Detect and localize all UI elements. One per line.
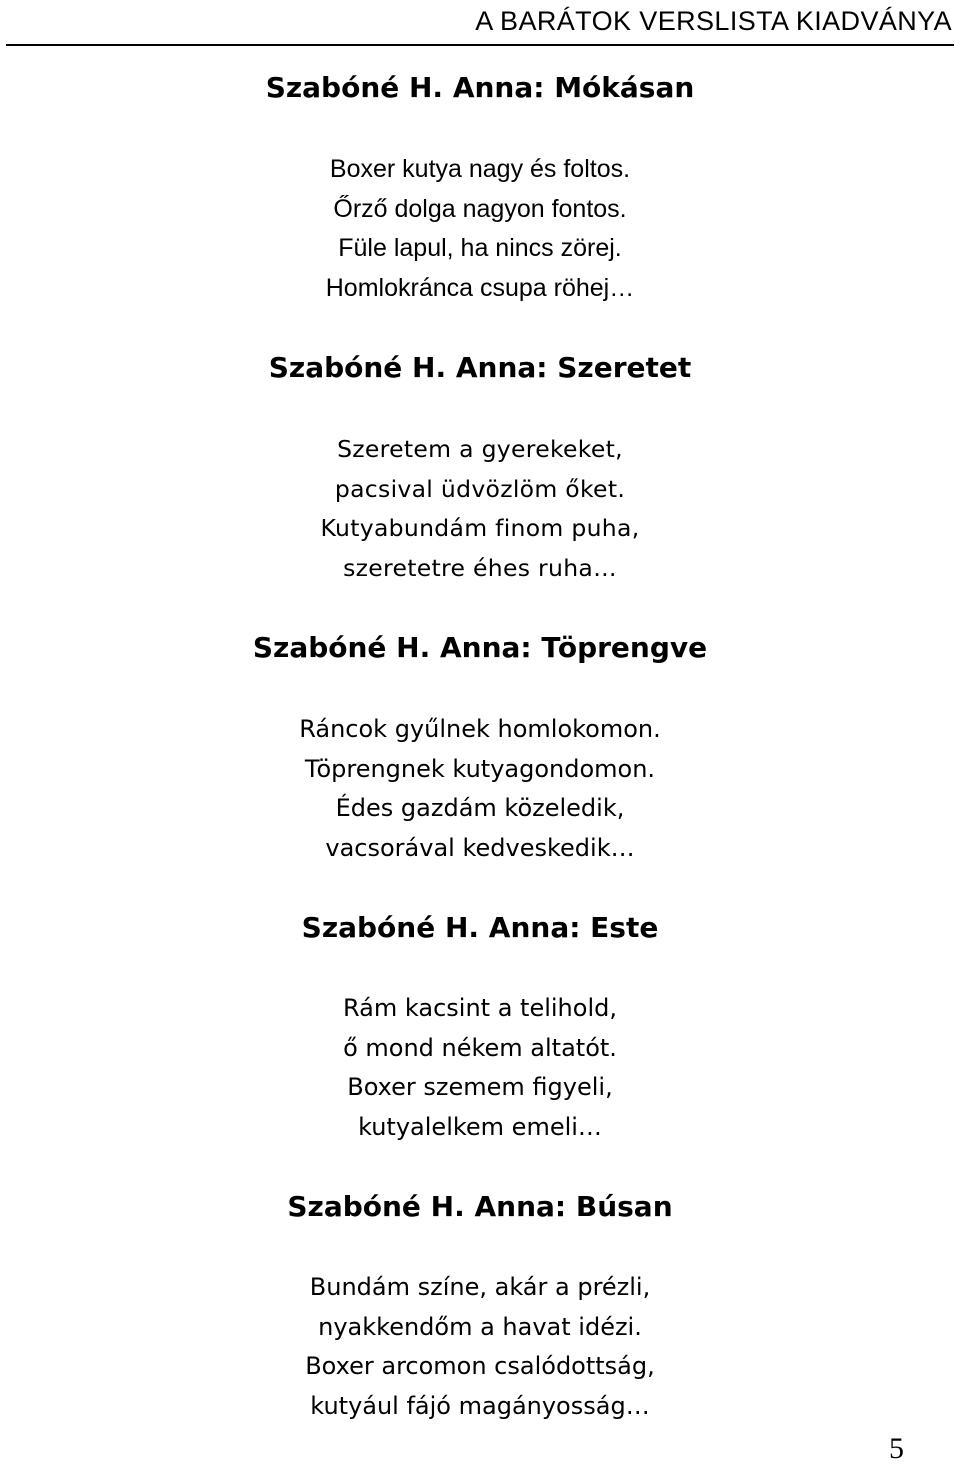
poem-stanza-busan [0,1268,960,1426]
poem-line: kutyalelkem emeli… [358,1112,602,1141]
poem-title-mokasan: Szabóné H. Anna: Mókásan [265,71,695,104]
poem-stanza-szeretet [0,430,960,588]
poem-line: Boxer szemem figyeli, [347,1073,613,1101]
poem-line: kutyául fájó magányosság… [310,1391,650,1420]
poem-line: Boxer kutya nagy és foltos. [329,155,631,183]
poem-line: Töprengnek kutyagondomon. [304,754,656,783]
poem-line: Édes gazdám közeledik, [335,794,625,822]
poem-line: Bundám színe, akár a prézli, [309,1273,651,1301]
poem-line: Homlokránca csupa röhej… [325,273,635,302]
poem-title-este: Szabóné H. Anna: Este [301,911,659,944]
poem-title-szeretet: Szabóné H. Anna: Szeretet [268,351,692,384]
poem-line: Kutyabundám finom puha, [320,514,640,542]
poem-line: Szeretem a gyerekeket, [337,435,623,463]
poem-line: vacsorával kedveskedik… [325,833,635,862]
poem-line: Rám kacsint a telihold, [343,994,617,1022]
poem-stanza-este [0,989,960,1147]
publication-header-title: A BARÁTOK VERSLISTA KIADVÁNYA [475,6,952,36]
poem-line: nyakkendőm a havat idézi. [318,1312,642,1341]
poem-stanza-toprengve [0,710,960,868]
poem-stanza-mokasan [0,150,960,308]
poem-line: Őrző dolga nagyon fontos. [333,194,627,223]
poem-title-busan: Szabóné H. Anna: Búsan [287,1190,673,1223]
poem-line: pacsival üdvözlöm őket. [334,474,626,503]
poem-line: Boxer arcomon csalódottság, [305,1352,655,1380]
header-divider [6,44,954,46]
poem-line: Füle lapul, ha nincs zörej. [338,234,622,262]
poem-line: szeretetre éhes ruha… [343,553,617,582]
poem-line: Ráncok gyűlnek homlokomon. [299,715,661,743]
page-number: 5 [889,1432,904,1465]
poem-line: ő mond nékem altatót. [343,1033,617,1062]
poem-title-toprengve: Szabóné H. Anna: Töprengve [252,631,708,664]
